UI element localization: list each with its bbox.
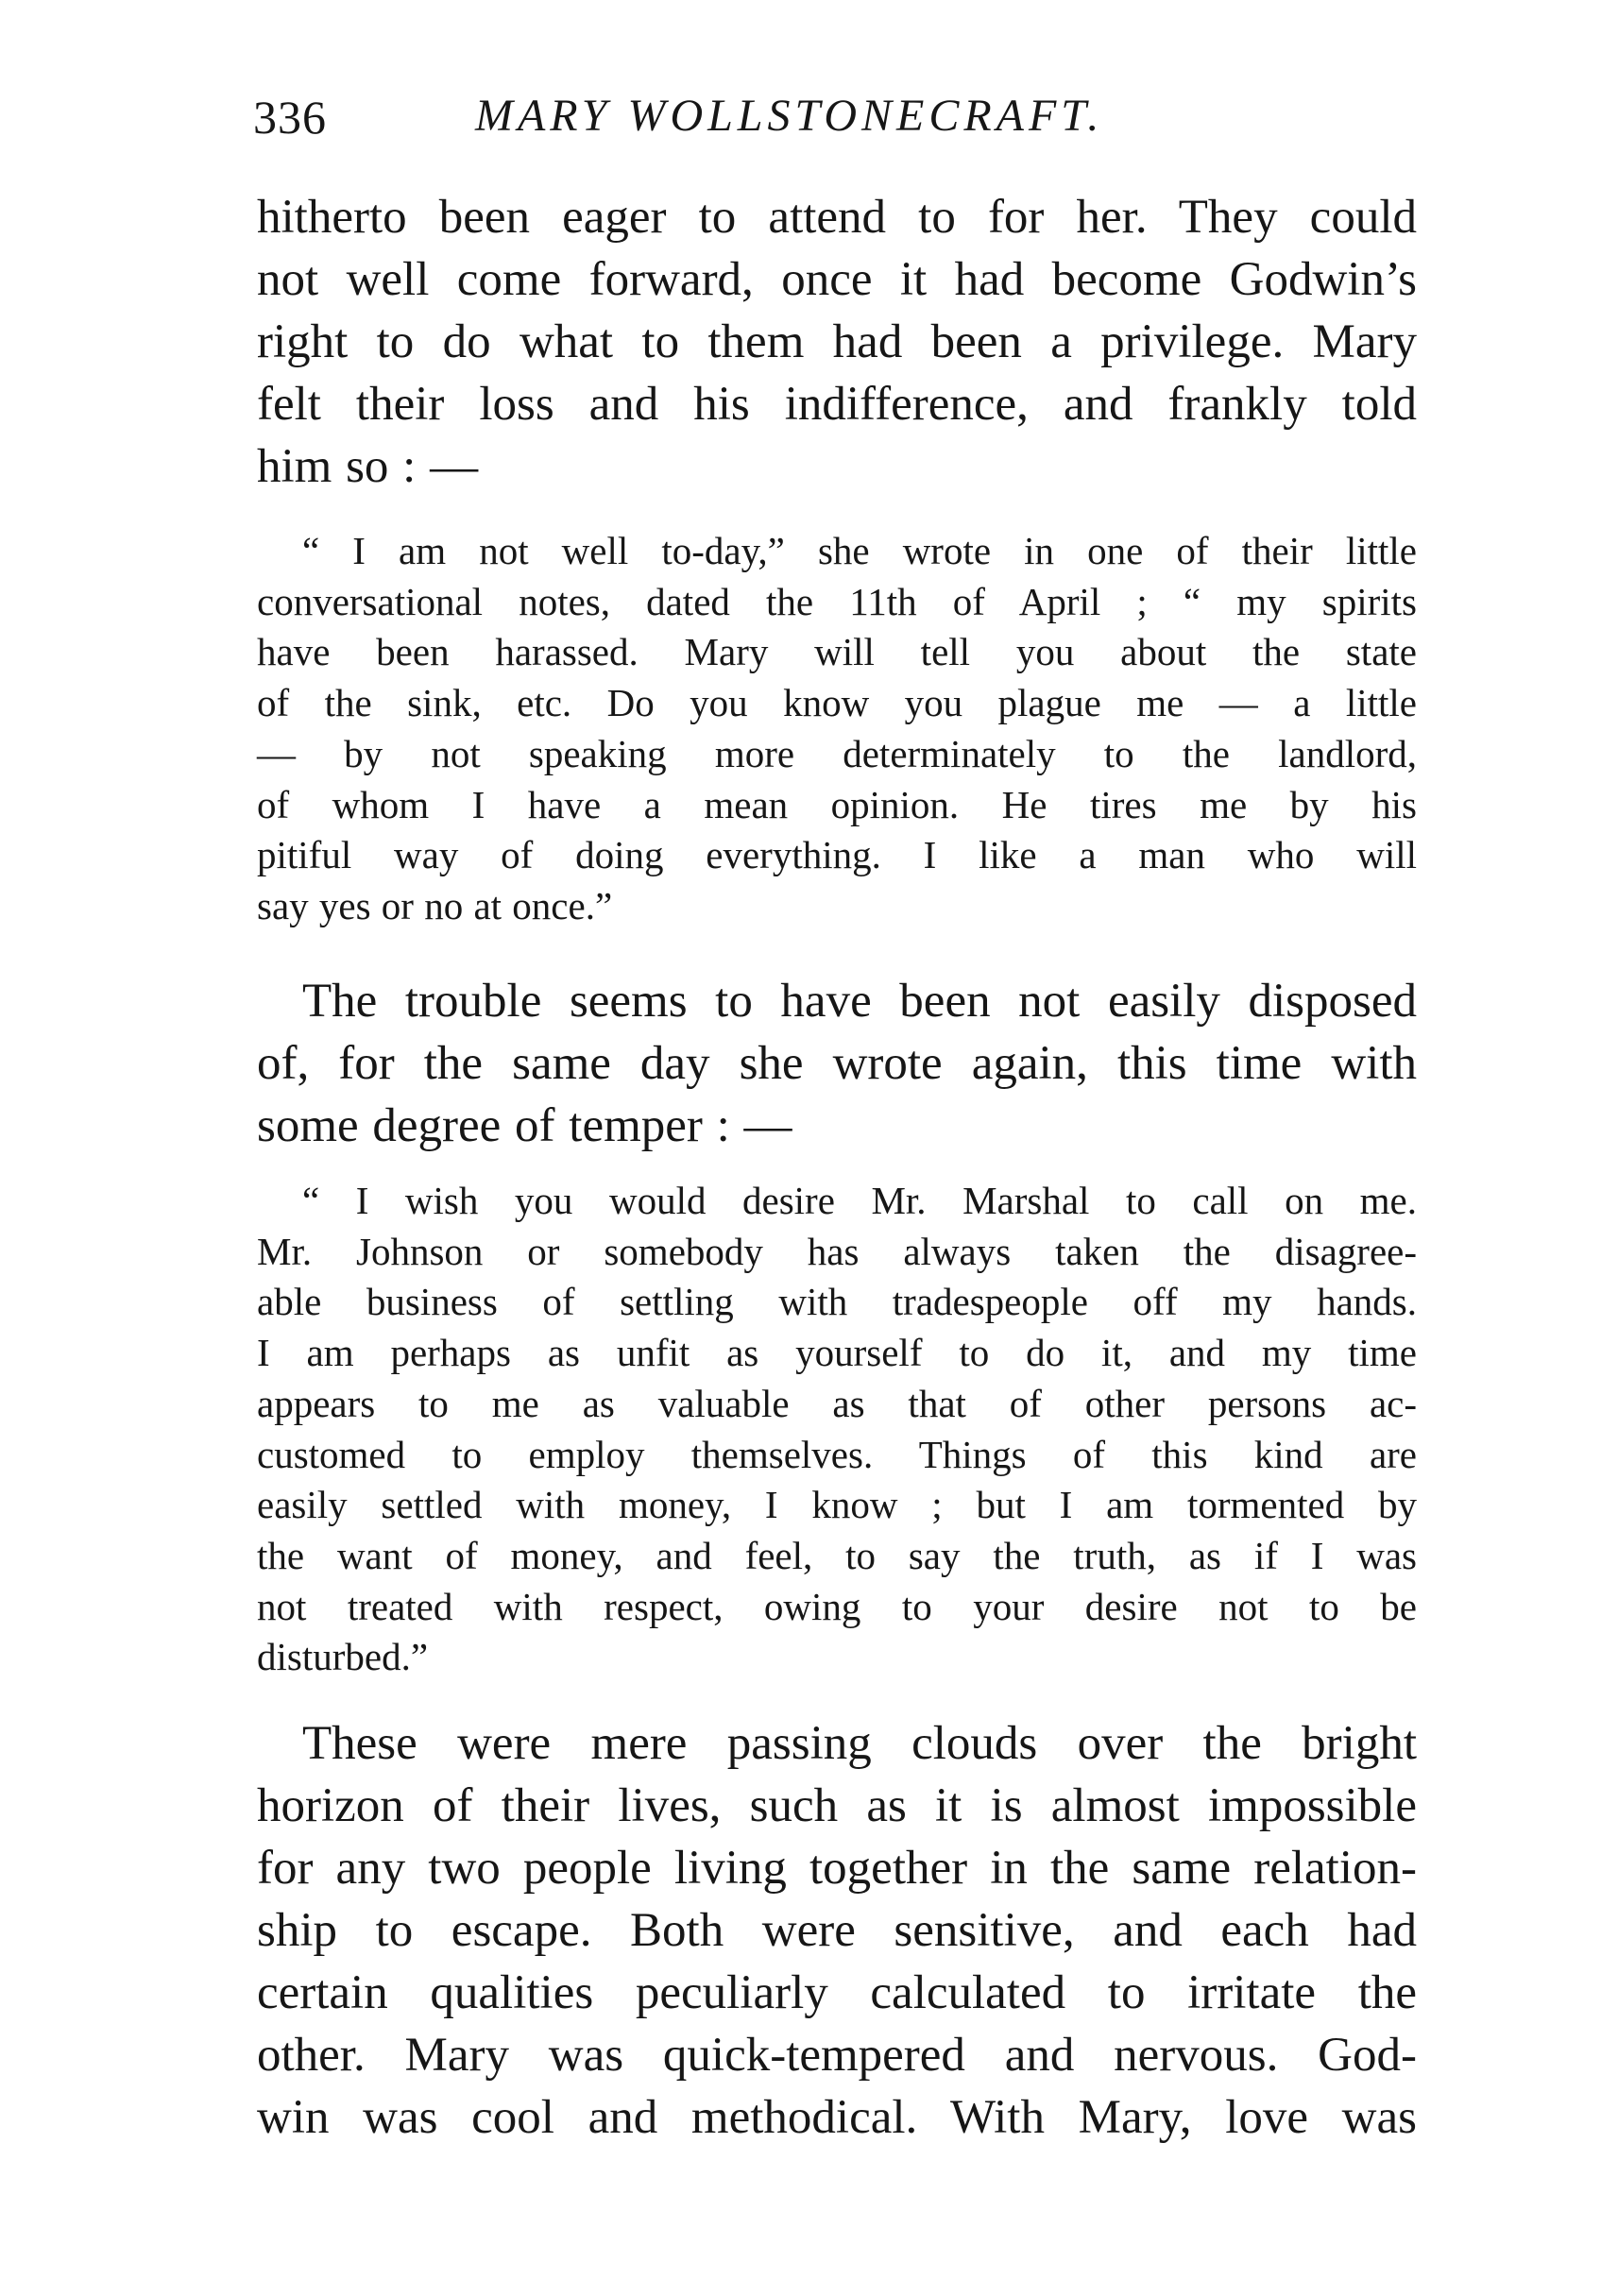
text-line: have been harassed. Mary will tell you about the state: [257, 630, 1417, 674]
text-line: felt their loss and his indifference, and frankly told: [257, 378, 1417, 431]
text-line: ship to escape. Both were sensitive, and each had: [257, 1904, 1417, 1957]
text-line: pitiful way of doing everything. I like a man who will: [257, 833, 1417, 877]
text-line: of the sink, etc. Do you know you plague me — a little: [257, 681, 1417, 725]
text-line: for any two people living together in the same relation-: [257, 1842, 1417, 1895]
body-paragraph-1: [257, 186, 1417, 498]
text-line: horizon of their lives, such as it is almost impossible: [257, 1779, 1417, 1832]
text-line: — by not speaking more determinately to the landlord,: [257, 731, 1417, 775]
body-paragraph-3: [257, 1712, 1417, 2149]
page-number: 336: [253, 91, 327, 144]
text-line: hitherto been eager to attend to for her. They could: [257, 191, 1417, 244]
page-header: [253, 90, 1420, 165]
text-line: other. Mary was quick-tempered and nervous. God-: [257, 2029, 1417, 2082]
quoted-letter-1: [257, 526, 1417, 932]
running-title: MARY WOLLSTONECRAFT.: [475, 91, 1104, 141]
text-line: of whom I have a mean opinion. He tires me by his: [257, 782, 1417, 826]
text-line: certain qualities peculiarly calculated to irritate the: [257, 1966, 1417, 2019]
text-line: say yes or no at once.”: [257, 883, 613, 927]
text-line: able business of settling with tradespeople off my hands.: [257, 1280, 1417, 1324]
text-line: conversational notes, dated the 11th of April ; “ my spirits: [257, 579, 1417, 623]
text-line: These were mere passing clouds over the bright: [302, 1717, 1417, 1770]
body-paragraph-2: [257, 970, 1417, 1157]
text-line: easily settled with money, I know ; but I am tormented by: [257, 1483, 1417, 1527]
text-line: of, for the same day she wrote again, this time with: [257, 1037, 1417, 1090]
text-line: him so : —: [257, 440, 479, 493]
text-line: appears to me as valuable as that of other persons ac-: [257, 1381, 1417, 1425]
quoted-letter-2: [257, 1176, 1417, 1683]
text-line: win was cool and methodical. With Mary, love was: [257, 2091, 1417, 2144]
text-line: I am perhaps as unfit as yourself to do it, and my time: [257, 1331, 1417, 1375]
text-line: not well come forward, once it had become Godwin’s: [257, 253, 1417, 306]
text-line: The trouble seems to have been not easily disposed: [302, 975, 1417, 1028]
text-line: not treated with respect, owing to your desire not to be: [257, 1584, 1417, 1628]
text-line: Mr. Johnson or somebody has always taken the disagree-: [257, 1229, 1417, 1273]
text-line: “ I wish you would desire Mr. Marshal to call on me.: [302, 1179, 1417, 1222]
text-line: disturbed.”: [257, 1635, 429, 1679]
text-line: right to do what to them had been a privilege. Mary: [257, 315, 1417, 368]
text-line: customed to employ themselves. Things of this kind are: [257, 1432, 1417, 1476]
text-line: the want of money, and feel, to say the truth, as if I was: [257, 1533, 1417, 1577]
text-line: some degree of temper : —: [257, 1099, 792, 1152]
text-line: “ I am not well to-day,” she wrote in one of their little: [302, 529, 1417, 572]
